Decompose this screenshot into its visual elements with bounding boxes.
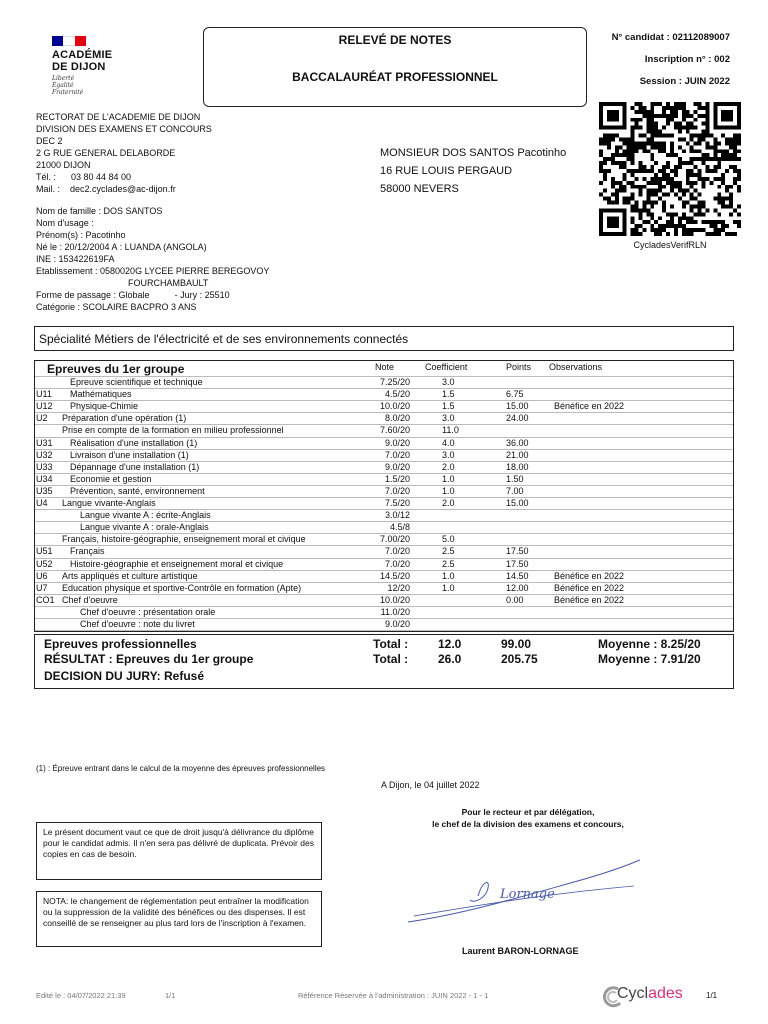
cell-note: 10.0/20 — [379, 594, 410, 605]
cell-lbl: Langue vivante A : écrite-Anglais — [80, 510, 211, 521]
cell-obs: Bénéfice en 2022 — [554, 401, 625, 412]
cell-lbl: Arts appliqués et culture artistique — [62, 570, 198, 581]
cell-pts: 12.00 — [506, 582, 529, 593]
table-row — [36, 582, 732, 594]
signatory-name: Laurent BARON-LORNAGE — [462, 946, 579, 956]
cell-coef: 2.5 — [442, 546, 455, 557]
session: Session : JUIN 2022 — [639, 76, 730, 87]
col-coef: Coefficient — [425, 362, 468, 372]
cell-code: U4 — [36, 498, 48, 508]
cell-code: U33 — [36, 461, 53, 472]
cell-note: 14.5/20 — [379, 570, 410, 581]
handwritten-signature — [404, 856, 644, 926]
cell-pts: 24.00 — [506, 413, 529, 424]
logo-motto: Liberté Égalité Fraternité — [52, 75, 84, 96]
table-row — [36, 497, 732, 509]
svg-text:Lornage: Lornage — [500, 887, 555, 902]
cell-pts: 36.00 — [506, 437, 529, 448]
row-separator — [35, 376, 733, 377]
cell-lbl: Français — [70, 546, 105, 557]
cell-lbl: Langue vivante A : orale-Anglais — [80, 522, 209, 533]
cell-coef: 5.0 — [442, 534, 455, 545]
title-box — [203, 27, 587, 107]
cell-coef: 1.0 — [442, 570, 455, 581]
row-separator — [35, 630, 733, 631]
document-subtitle: BACCALAURÉAT PROFESSIONNEL — [292, 70, 498, 84]
academie-logo — [52, 36, 122, 106]
cell-code: U7 — [36, 582, 48, 593]
cell-coef: 1.0 — [442, 582, 455, 593]
inscription-number: Inscription n° : 002 — [644, 54, 730, 65]
cell-note: 4.5/8 — [389, 522, 410, 533]
cell-coef: 1.0 — [442, 473, 455, 484]
row-separator — [35, 497, 733, 498]
cell-note: 7.0/20 — [384, 558, 410, 569]
row-separator — [35, 388, 733, 389]
cell-lbl: Prise en compte de la formation en milieu professionnel — [62, 425, 284, 436]
cell-lbl: Livraison d'une installation (1) — [70, 449, 189, 460]
row-separator — [35, 449, 733, 450]
cell-coef: 3.0 — [442, 449, 455, 460]
row-separator — [35, 533, 733, 534]
table-row — [36, 424, 732, 436]
marianne-flag-icon — [52, 36, 86, 46]
footnote: (1) : Épreuve entrant dans le calcul de la moyenne des épreuves professionnelles — [36, 764, 326, 773]
cell-pts: 0.00 — [506, 594, 524, 605]
cell-note: 7.5/20 — [384, 498, 410, 508]
table-row — [36, 388, 732, 400]
document-title: RELEVÉ DE NOTES — [338, 33, 452, 47]
cell-note: 8.0/20 — [384, 413, 410, 424]
cell-coef: 2.0 — [442, 498, 455, 508]
cell-lbl: Prévention, santé, environnement — [70, 485, 205, 496]
cell-code: U34 — [36, 473, 53, 484]
table-row — [36, 521, 732, 533]
cell-note: 11.0/20 — [380, 606, 410, 617]
cell-note: 1.5/20 — [384, 473, 410, 484]
table-row — [36, 461, 732, 473]
table-row — [36, 400, 732, 412]
table-row — [36, 545, 732, 557]
cell-pts: 17.50 — [506, 546, 529, 557]
cell-coef: 11.0 — [442, 425, 459, 436]
table-row — [36, 412, 732, 424]
cell-note: 7.0/20 — [384, 546, 410, 557]
cell-lbl: Education physique et sportive-Contrôle en formation (Apte) — [62, 582, 302, 593]
table-row — [36, 485, 732, 497]
cell-note: 7.60/20 — [379, 425, 410, 436]
recipient-address: MONSIEUR DOS SANTOS Pacotinho 16 RUE LOUIS PERGAUD 58000 NEVERS — [380, 147, 567, 195]
cell-code: U52 — [36, 558, 53, 569]
cell-lbl: Economie et gestion — [70, 473, 152, 484]
cell-lbl: Physique-Chimie — [70, 401, 139, 412]
row-separator — [35, 424, 733, 425]
row-separator — [35, 473, 733, 474]
sender-address: RECTORAT DE L'ACADEMIE DE DIJON DIVISION DES EXAMENS ET CONCOURS DEC 2 2 G RUE GENERAL DELABORDE 21000 DIJON Tél. : 03 80 44 84 00 Mail. : dec2.cyclades@ac-dijon.fr — [36, 112, 212, 194]
row-separator — [35, 606, 733, 607]
candidate-identity: Nom de famille : DOS SANTOS Nom d'usage : Prénom(s) : Pacotinho Né le : 20/12/2004 A : LUANDA (ANGOLA) INE : 153422619FA Etablissement : 0580020G LYCEE PIERRE BEREGOVOY FOURCHAMBAULT Forme de passage : Globale - Jury : 25510 Catégorie : SCOLAIRE BACPRO 3 ANS — [36, 206, 270, 312]
cell-lbl: Français, histoire-géographie, enseignement moral et civique — [62, 534, 306, 545]
row-separator — [35, 509, 733, 510]
row-separator — [35, 400, 733, 401]
cell-coef: 3.0 — [442, 413, 455, 424]
row-separator — [35, 618, 733, 619]
row-separator — [35, 437, 733, 438]
row-separator — [35, 545, 733, 546]
cell-lbl: Chef d'oeuvre — [62, 594, 118, 605]
candidate-info — [612, 32, 730, 98]
cell-note: 7.00/20 — [379, 534, 410, 545]
table-row — [36, 594, 732, 606]
row-separator — [35, 412, 733, 413]
cell-note: 9.0/20 — [384, 619, 410, 629]
cell-code: CO1 — [36, 594, 55, 605]
cell-lbl: Dépannage d'une installation (1) — [70, 461, 200, 472]
cell-coef: 3.0 — [442, 377, 455, 387]
row-separator — [35, 594, 733, 595]
grades-group-title: Epreuves du 1er groupe — [47, 362, 185, 376]
col-observations: Observations — [549, 362, 603, 372]
cell-obs: Bénéfice en 2022 — [554, 570, 625, 581]
cell-pts: 15.00 — [506, 401, 529, 412]
cell-lbl: Préparation d'une opération (1) — [62, 413, 187, 424]
candidate-number: N° candidat : 02112089007 — [611, 32, 730, 43]
table-row — [36, 473, 732, 485]
cell-lbl: Chef d'oeuvre : présentation orale — [80, 606, 216, 617]
place-date: A Dijon, le 04 juillet 2022 — [381, 780, 480, 790]
cell-note: 4.5/20 — [384, 389, 410, 400]
table-row — [36, 437, 732, 449]
speciality: Spécialité Métiers de l'électricité et de ses environnements connectés — [34, 326, 734, 351]
cell-lbl: Réalisation d'une installation (1) — [70, 437, 198, 448]
cell-code: U12 — [36, 401, 53, 412]
table-row — [36, 618, 732, 630]
edited-date: Edité le : 04/07/2022 21:39 — [36, 991, 126, 1000]
cell-note: 9.0/20 — [384, 437, 410, 448]
table-row — [36, 376, 732, 388]
cell-pts: 14.50 — [506, 570, 529, 581]
cell-pts: 15.00 — [506, 498, 529, 508]
cell-pts: 1.50 — [506, 473, 524, 484]
cell-pts: 7.00 — [506, 485, 524, 496]
cell-code: U31 — [36, 437, 53, 448]
cell-coef: 4.0 — [442, 437, 455, 448]
page-number: 1/1 — [706, 991, 718, 1000]
cell-obs: Bénéfice en 2022 — [554, 594, 625, 605]
row-separator — [35, 558, 733, 559]
cell-coef: 1.0 — [442, 485, 455, 496]
qr-label: CycladesVerifRLN — [633, 240, 707, 250]
cell-lbl: Chef d'oeuvre : note du livret — [80, 619, 195, 629]
logo-name-line2: DE DIJON — [52, 61, 106, 73]
cell-pts: 18.00 — [506, 461, 529, 472]
cell-pts: 21.00 — [506, 449, 529, 460]
col-note: Note — [375, 362, 395, 372]
cell-coef: 2.5 — [442, 558, 455, 569]
row-separator — [35, 570, 733, 571]
table-row — [36, 558, 732, 570]
notice-validity: Le présent document vaut ce que de droit jusqu'à délivrance du diplôme pour le candidat admis. Il n'en sera pas délivré de duplicata. Prévoir des copies en cas de besoin. — [36, 822, 322, 880]
cyclades-logo: Cyclades — [602, 983, 702, 1011]
cell-code: U51 — [36, 546, 53, 557]
cell-pts: 17.50 — [506, 558, 529, 569]
table-row — [36, 449, 732, 461]
cell-code: U32 — [36, 449, 53, 460]
cell-lbl: Mathématiques — [70, 389, 132, 400]
cell-coef: 1.5 — [442, 389, 455, 400]
cell-note: 12/20 — [387, 582, 410, 593]
cell-code: U2 — [36, 413, 48, 424]
cell-lbl: Langue vivante-Anglais — [62, 498, 156, 508]
row-separator — [35, 461, 733, 462]
cell-note: 7.0/20 — [384, 485, 410, 496]
cell-lbl: Histoire-géographie et enseignement moral et civique — [70, 558, 284, 569]
cell-code: U6 — [36, 570, 48, 581]
signature-authority: Pour le recteur et par délégation, le chef de la division des examens et concours, — [432, 807, 624, 829]
cell-coef: 2.0 — [442, 461, 455, 472]
cell-note: 9.0/20 — [384, 461, 410, 472]
table-row — [36, 606, 732, 618]
cell-note: 3.0/12 — [384, 510, 410, 521]
admin-reference: Référence Réservée à l'administration : JUIN 2022 - 1 - 1 — [298, 991, 489, 1000]
page-count-small: 1/1 — [165, 991, 176, 1000]
qr-code-icon — [598, 102, 742, 236]
cell-code: U35 — [36, 485, 53, 496]
cell-note: 7.0/20 — [384, 449, 410, 460]
row-separator — [35, 485, 733, 486]
row-separator — [35, 521, 733, 522]
cell-note: 7.25/20 — [379, 377, 410, 387]
row-separator — [35, 582, 733, 583]
col-points: Points — [506, 362, 532, 372]
cell-note: 10.0/20 — [379, 401, 410, 412]
table-row — [36, 509, 732, 521]
cell-code: U11 — [36, 389, 52, 400]
notice-regulation: NOTA: le changement de réglementation peut entraîner la modification ou la suppression de la validité des bénéfices ou des dispenses. Il est conseillé de se renseigner au plus tard lors de l'inscription à l'examen. — [36, 891, 322, 947]
logo-name-line1: ACADÉMIE — [52, 49, 113, 61]
table-row — [36, 570, 732, 582]
cell-coef: 1.5 — [442, 401, 455, 412]
cell-obs: Bénéfice en 2022 — [554, 582, 625, 593]
cell-pts: 6.75 — [506, 389, 524, 400]
table-row — [36, 533, 732, 545]
cell-lbl: Epreuve scientifique et technique — [70, 377, 203, 387]
